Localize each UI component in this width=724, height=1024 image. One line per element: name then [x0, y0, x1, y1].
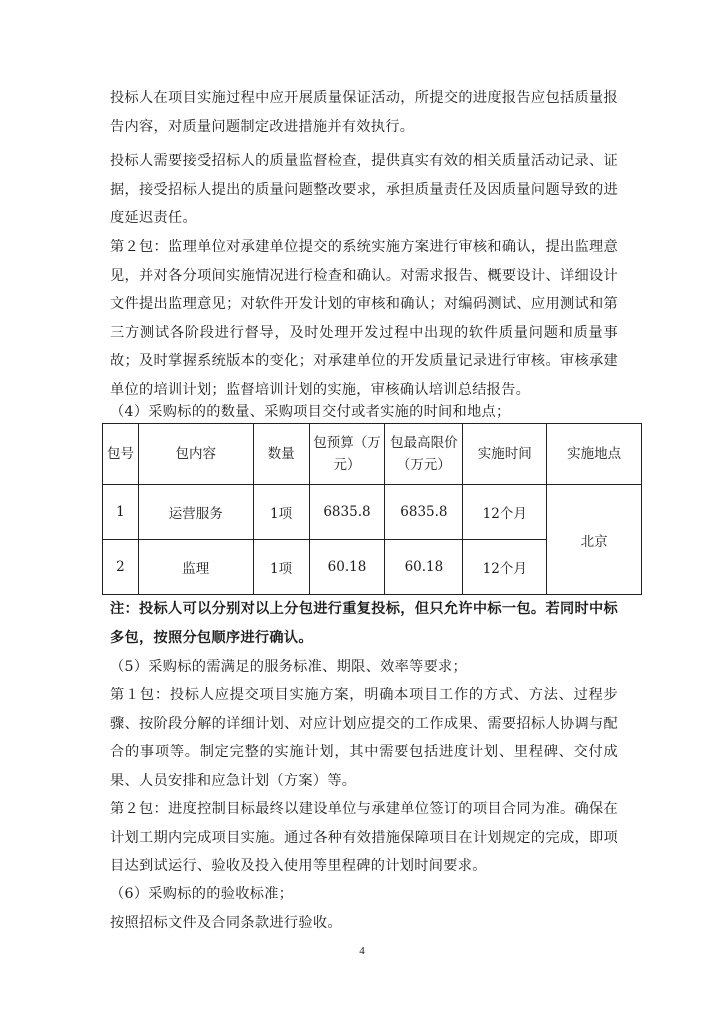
cell-budget: 60.18: [309, 540, 385, 595]
header-content: 包内容: [138, 424, 253, 485]
cell-pkg-no: 1: [103, 485, 139, 540]
procurement-table: [102, 423, 642, 595]
paragraph-acceptance: 按照招标文件及合同条款进行验收。: [110, 915, 342, 931]
cell-pkg-no: 2: [103, 540, 139, 595]
paragraph-quality-assurance: 投标人在项目实施过程中应开展质量保证活动，所提交的进度报告应包括质量报告内容，对质量问题制定改进措施并有效执行。: [110, 90, 618, 135]
cell-time: 12个月: [463, 540, 547, 595]
page-number: 4: [359, 945, 365, 957]
section-heading-4: （4）采购标的的数量、采购项目交付或者实施的时间和地点；: [110, 404, 511, 420]
bid-note: 注：投标人可以分别对以上分包进行重复投标，但只允许中标一包。若同时中标多包，按照分包顺序进行确认。: [110, 601, 618, 646]
cell-quantity: 1项: [253, 540, 309, 595]
header-location: 实施地点: [547, 424, 642, 485]
paragraph-package1-requirements: 第１包：投标人应提交项目实施方案，明确本项目工作的方式、方法、过程步骤、按阶段分解的详细计划、对应计划应提交的工作成果、需要招标人协调与配合的事项等。制定完整的实施计划，其中需要包括进度计划、里程碑、交付成果、人员安排和应急计划（方案）等。: [110, 687, 618, 789]
cell-quantity: 1项: [253, 485, 309, 540]
paragraph-package2-schedule: 第２包：进度控制目标最终以建设单位与承建单位签订的项目合同为准。确保在计划工期内完成项目实施。通过各种有效措施保障项目在计划规定的完成，即项目达到试运行、验收及投入使用等里程碑的计划时间要求。: [110, 801, 618, 874]
cell-content: 监理: [138, 540, 253, 595]
section-heading-5: （5）采购标的需满足的服务标准、期限、效率等要求；: [110, 659, 468, 675]
paragraph-package2-supervision: 第２包：监理单位对承建单位提交的系统实施方案进行审核和确认，提出监理意见，并对各分项间实施情况进行检查和确认。对需求报告、概要设计、详细设计文件提出监理意见；对软件开发计划的审核和确认；对编码测试、应用测试和第三方测试各阶段进行督导，及时处理开发过程中出现的软件质量问题和质量事故；及时掌握系统版本的变化；对承建单位的开发质量记录进行审核。审核承建单位的培训计划；监督培训计划的实施，审核确认培训总结报告。: [110, 239, 618, 398]
header-time: 实施时间: [463, 424, 547, 485]
cell-budget: 6835.8: [309, 485, 385, 540]
table-row: [103, 485, 642, 540]
table-header-row: [103, 424, 642, 485]
cell-location: 北京: [547, 485, 642, 595]
cell-max-price: 60.18: [385, 540, 463, 595]
header-max-price: 包最高限价（万元）: [385, 424, 463, 485]
header-budget: 包预算（万元）: [309, 424, 385, 485]
cell-content: 运营服务: [138, 485, 253, 540]
header-quantity: 数量: [253, 424, 309, 485]
cell-max-price: 6835.8: [385, 485, 463, 540]
cell-time: 12个月: [463, 485, 547, 540]
section-heading-6: （6）采购标的的验收标准；: [110, 886, 294, 902]
paragraph-quality-supervision: 投标人需要接受招标人的质量监督检查，提供真实有效的相关质量活动记录、证据，接受招标人提出的质量问题整改要求，承担质量责任及因质量问题导致的进度延迟责任。: [110, 153, 618, 226]
header-pkg-no: 包号: [103, 424, 139, 485]
